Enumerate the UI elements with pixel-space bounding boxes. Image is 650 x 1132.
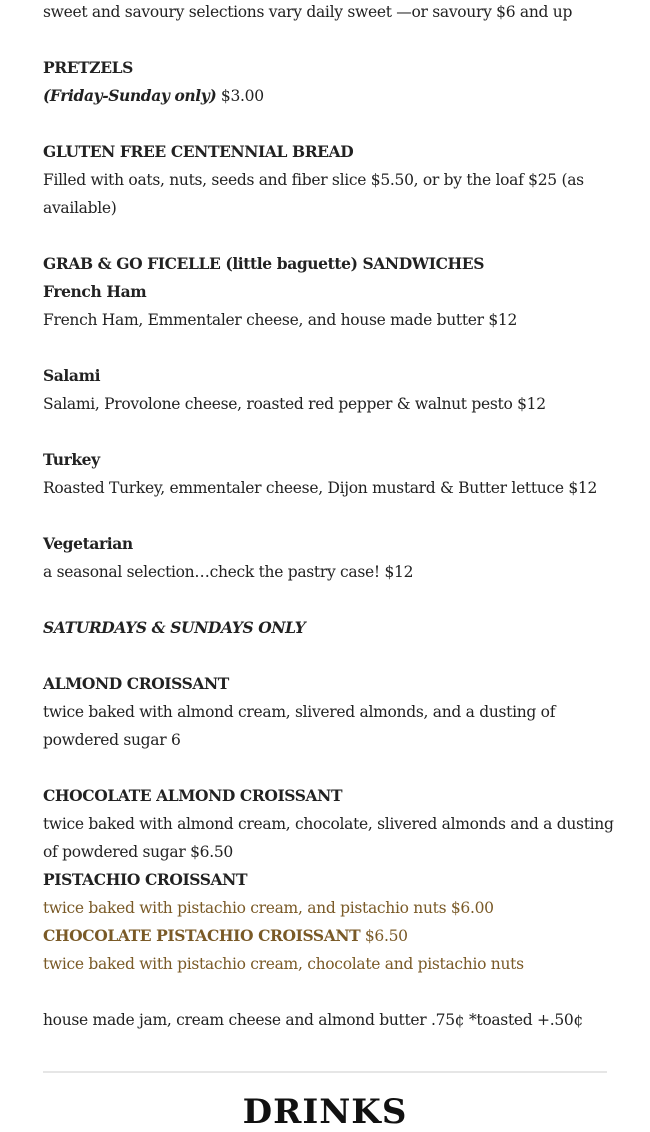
daily-selections-text: sweet and savoury selections vary daily sweet —or savoury $6 and up xyxy=(43,3,573,21)
gluten-free-bread-desc-line1: Filled with oats, nuts, seeds and fiber slice $5.50, or by the loaf $25 (as xyxy=(43,171,584,189)
almond-croissant-title: ALMOND CROISSANT xyxy=(43,674,229,693)
spacer xyxy=(43,26,607,54)
sandwich-desc-turkey: Roasted Turkey, emmentaler cheese, Dijon mustard & Butter lettuce $12 xyxy=(43,479,598,497)
spacer xyxy=(43,642,607,670)
sandwich-desc-vegetarian: a seasonal selection…check the pastry case! $12 xyxy=(43,563,414,581)
chocolate-almond-croissant-desc-line1: twice baked with almond cream, chocolate, slivered almonds and a dusting xyxy=(43,815,614,833)
sandwich-name-vegetarian: Vegetarian xyxy=(43,534,133,553)
section-divider xyxy=(43,1071,607,1073)
pretzels-line xyxy=(43,82,607,110)
sandwich-desc-salami: Salami, Provolone cheese, roasted red pepper & walnut pesto $12 xyxy=(43,395,546,413)
sandwich-name-turkey: Turkey xyxy=(43,450,100,469)
spacer xyxy=(43,586,607,614)
pretzels-availability-note: (Friday-Sunday only) xyxy=(43,86,217,105)
drinks-heading: DRINKS xyxy=(242,1092,408,1132)
grab-and-go-title: GRAB & GO FICELLE (little baguette) SANDWICHES xyxy=(43,254,484,273)
gluten-free-bread-title: GLUTEN FREE CENTENNIAL BREAD xyxy=(43,142,354,161)
almond-croissant-desc-line1: twice baked with almond cream, slivered almonds, and a dusting of xyxy=(43,703,556,721)
food-menu-section xyxy=(43,0,614,1034)
chocolate-pistachio-croissant-desc: twice baked with pistachio cream, chocolate and pistachio nuts xyxy=(43,955,524,973)
gluten-free-bread-desc-line2: available) xyxy=(43,199,117,217)
chocolate-pistachio-croissant-price: $6.50 xyxy=(360,927,408,945)
chocolate-pistachio-croissant-title: CHOCOLATE PISTACHIO CROISSANT xyxy=(43,926,361,945)
sandwich-name-salami: Salami xyxy=(43,366,101,385)
spacer xyxy=(43,110,607,138)
pretzels-price: $3.00 xyxy=(216,87,264,105)
sandwich-name-french-ham: French Ham xyxy=(43,282,147,301)
pistachio-croissant-desc: twice baked with pistachio cream, and pistachio nuts $6.00 xyxy=(43,899,494,917)
pretzels-title: PRETZELS xyxy=(43,58,133,77)
spacer xyxy=(43,334,607,362)
pistachio-croissant-title: PISTACHIO CROISSANT xyxy=(43,870,248,889)
spacer xyxy=(43,222,607,250)
spacer xyxy=(43,754,607,782)
spacer xyxy=(43,502,607,530)
chocolate-almond-croissant-title: CHOCOLATE ALMOND CROISSANT xyxy=(43,786,343,805)
spacer xyxy=(43,418,607,446)
chocolate-almond-croissant-desc-line2: of powdered sugar $6.50 xyxy=(43,843,233,861)
almond-croissant-desc-line2: powdered sugar 6 xyxy=(43,731,181,749)
chocolate-pistachio-croissant-line xyxy=(43,922,607,950)
weekend-only-heading: SATURDAYS & SUNDAYS ONLY xyxy=(43,618,306,637)
spreads-and-toasting-text: house made jam, cream cheese and almond butter .75¢ *toasted +.50¢ xyxy=(43,1011,584,1029)
spacer xyxy=(43,978,607,1006)
sandwich-desc-french-ham: French Ham, Emmentaler cheese, and house made butter $12 xyxy=(43,311,518,329)
